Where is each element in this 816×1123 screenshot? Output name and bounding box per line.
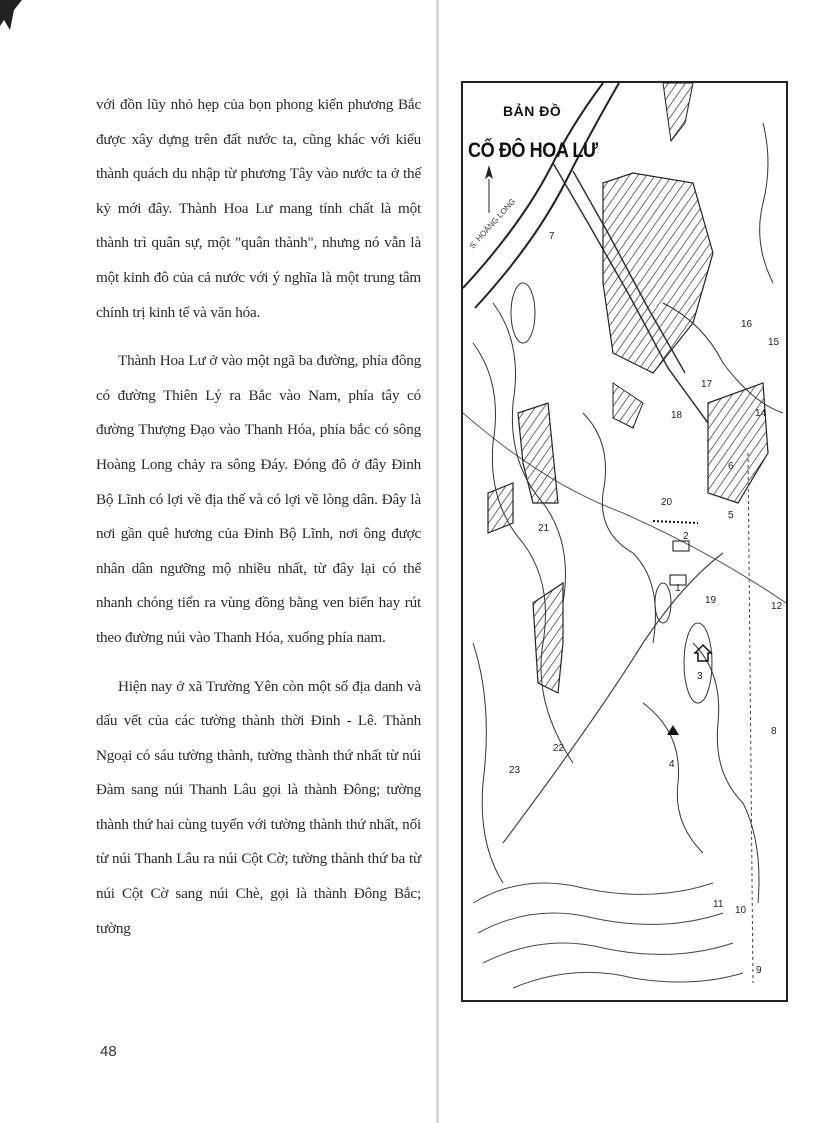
book-spine [436,0,439,1123]
map-label-5: 5 [728,510,734,521]
map-label-15: 15 [768,337,780,348]
map-label-6: 6 [728,461,734,472]
map-drawing [463,83,786,1000]
map-label-2: 2 [683,531,689,542]
river-label: S. HOÀNG LONG [467,196,518,251]
map-label-17: 17 [701,379,713,390]
map-label-18: 18 [671,410,683,421]
map-label-10: 10 [735,905,747,916]
map-label-14: 14 [755,408,767,419]
paragraph-2: Thành Hoa Lư ở vào một ngã ba đường, phía đông có đường Thiên Lý ra Bắc vào Nam, phía tây có đường Thượng Đạo vào Thanh Hóa, phía bắc có sông Hoàng Long chảy ra sông Đáy. Đóng đô ở đây Đinh Bộ Lĩnh có lợi về địa thế và có lợi về lòng dân. Đây là nơi gần quê hương của Đinh Bộ Lĩnh, nơi ông được nhân dân ngưỡng mộ nhiều nhất, từ đây lại có thể nhanh chóng tiến ra vùng đồng bằng ven biển hay rút theo đường núi vào Thanh Hóa, xuống phía nam. [96,352,421,646]
map-label-1: 1 [675,583,681,594]
map-title-line1: BẢN ĐỒ [503,103,562,119]
map-label-7: 7 [549,231,555,242]
left-page-text [96,88,421,960]
page-number: 48 [100,1043,117,1060]
map-label-4: 4 [669,759,675,770]
map-label-11: 11 [713,899,724,910]
map-label-12: 12 [771,601,783,612]
map-label-16: 16 [741,319,753,330]
map-label-9: 9 [756,965,762,976]
map-label-22: 22 [553,743,565,754]
map-title-line2: CỐ ĐÔ HOA LƯ [468,139,598,162]
map-label-8: 8 [771,726,777,737]
map-label-19: 19 [705,595,717,606]
hoa-lu-map [461,81,788,1002]
map-label-20: 20 [661,497,673,508]
map-label-3: 3 [697,671,703,682]
map-label-23: 23 [509,765,521,776]
map-label-21: 21 [538,523,550,534]
paragraph-3: Hiện nay ở xã Trường Yên còn một số địa danh và dấu vết của các tường thành thời Đinh - Lê. Thành Ngoại có sáu tường thành, tường thành thứ nhất từ núi Đàm sang núi Thanh Lâu gọi là thành Đông; tường thành thứ hai cùng tuyến với tường thành thứ nhất, nối từ núi Thanh Lâu ra núi Cột Cờ; tường thành thứ ba từ núi Cột Cờ sang núi Chè, gọi là thành Đông Bắc; tường [96,677,421,937]
paragraph-1: với đồn lũy nhỏ hẹp của bọn phong kiến phương Bắc được xây dựng trên đất nước ta, cũng khác với kiểu thành quách du nhập từ phương Tây vào nước ta ở thế kỷ mới đây. Thành Hoa Lư mang tính chất là một thành trì quân sự, một "quân thành", nhưng nó vẫn là một kinh đô của cả nước với ý nghĩa là một trung tâm chính trị kinh tế và văn hóa. [96,96,421,321]
scan-corner-mark [0,0,40,48]
